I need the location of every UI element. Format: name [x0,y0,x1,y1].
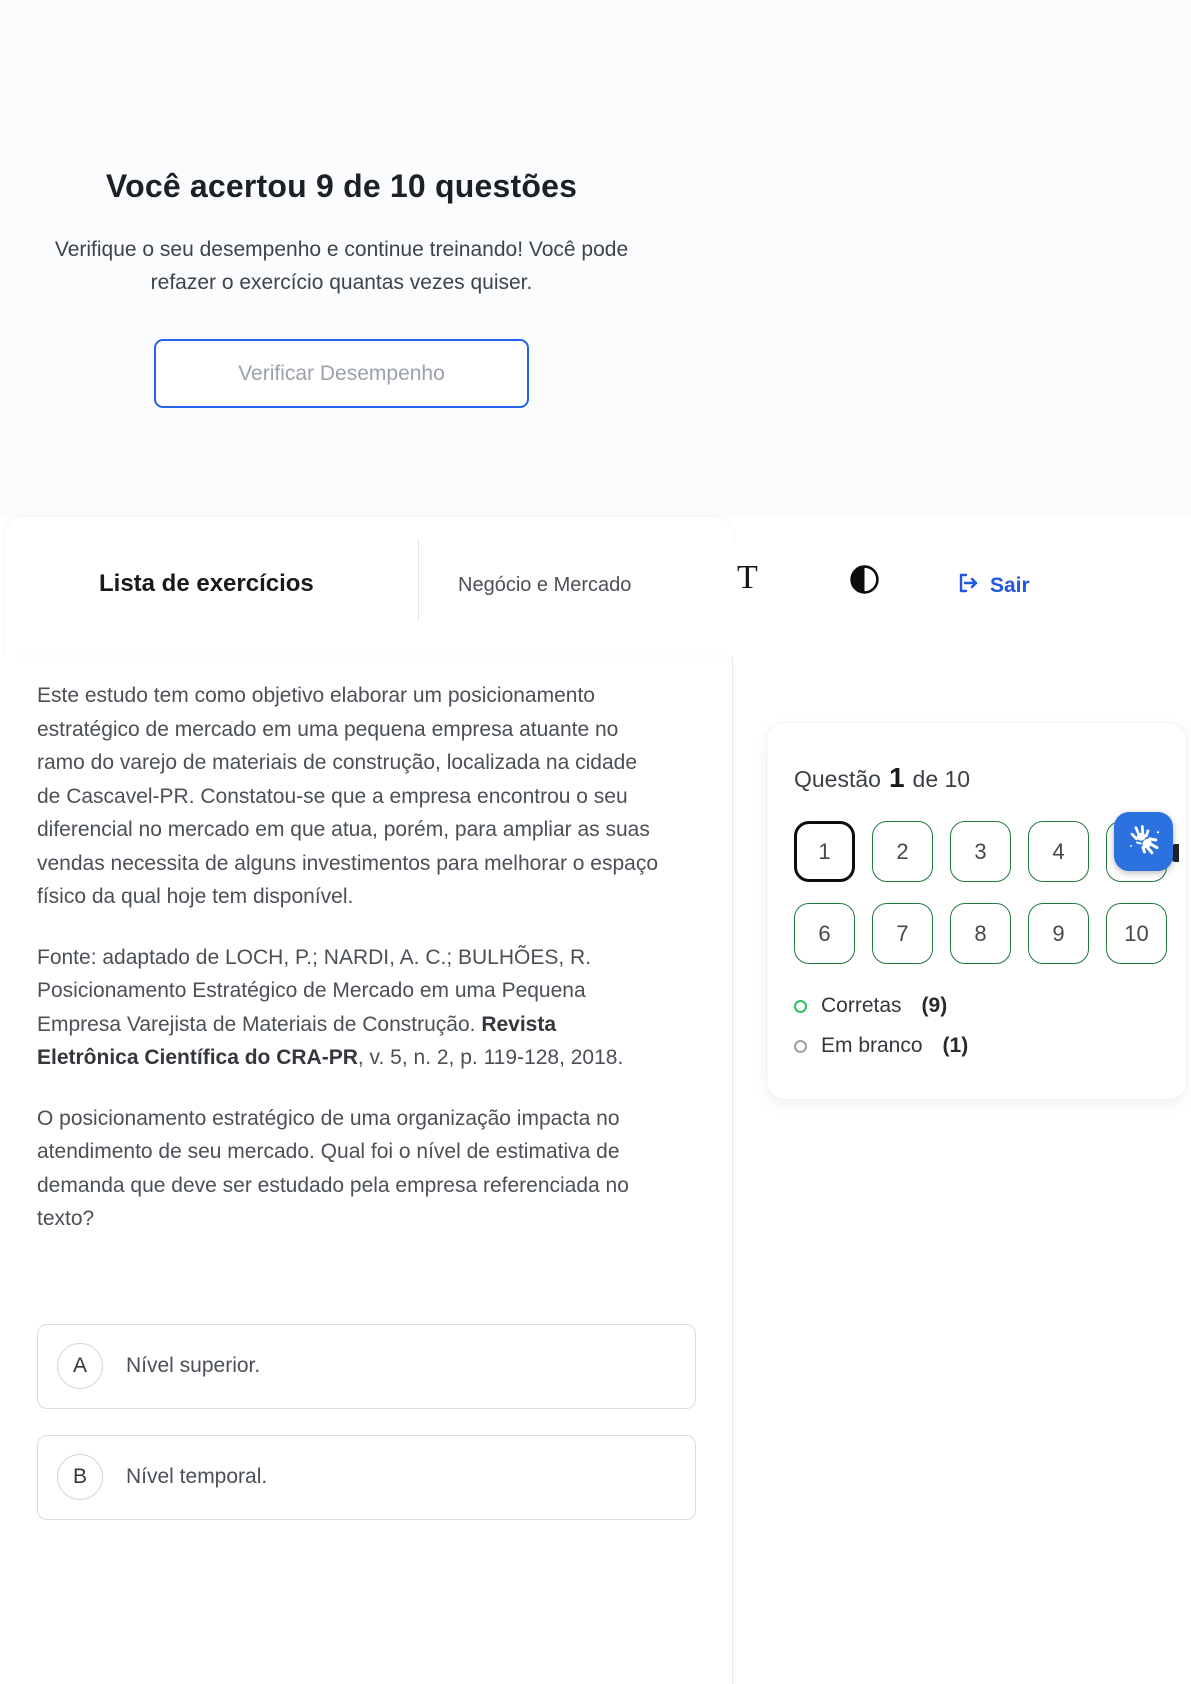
font-size-button[interactable] [737,559,758,597]
font-size-icon: T [737,559,758,596]
legend [794,994,1186,1058]
counter-current: 1 [888,762,905,793]
question-number-9[interactable]: 9 [1028,903,1089,964]
contrast-toggle-button[interactable] [849,564,880,598]
question-number-3[interactable]: 3 [950,821,1011,882]
question-number-4[interactable]: 4 [1028,821,1089,882]
contrast-icon [849,583,880,598]
question-counter [794,762,1186,794]
counter-suffix: de 10 [912,766,971,792]
widget-edge-handle [1172,844,1179,862]
legend-correct-label: Corretas [821,994,902,1017]
exit-button[interactable] [956,571,1030,601]
question-number-2[interactable]: 2 [872,821,933,882]
question-number-7[interactable]: 7 [872,903,933,964]
tab-negocio-e-mercado[interactable]: Negócio e Mercado [458,574,632,596]
sign-language-hands-icon [1124,819,1164,864]
option-b-letter-badge: B [57,1454,103,1500]
source-suffix: , v. 5, n. 2, p. 119-128, 2018. [357,1046,624,1069]
exit-icon [956,571,980,601]
source-journal: Revista Eletrônica Científica do CRA-PR [37,1012,557,1069]
results-title: Você acertou 9 de 10 questões [105,168,578,204]
progress-card [766,722,1187,1100]
option-a-text: Nível superior. [126,1354,261,1377]
option-a-letter-badge: A [57,1343,103,1389]
question-number-6[interactable]: 6 [794,903,855,964]
toolbar-divider [418,539,419,621]
question-prompt: O posicionamento estratégico de uma organização impacta no atendimento de seu mercado. Qual foi o nível de estimativa de demanda que deve ser estudado pela empresa referenciada no texto? [37,1106,629,1230]
source-text: Fonte: adaptado de LOCH, P.; NARDI, A. C.; BULHÕES, R. Posicionamento Estratégico de Mercado em uma Pequena Empresa Varejista de Materiais de Construção. [37,945,592,1036]
exit-label: Sair [990,574,1030,597]
legend-blank-label: Em branco [821,1034,923,1057]
vlibras-accessibility-button[interactable] [1114,812,1173,871]
legend-blank-count: (1) [942,1034,969,1057]
question-number-8[interactable]: 8 [950,903,1011,964]
progress-column [733,657,1191,1684]
legend-blank-row [794,1034,1186,1058]
tab-lista-de-exercicios[interactable]: Lista de exercícios [99,570,314,597]
question-paragraph: Este estudo tem como objetivo elaborar um posicionamento estratégico de mercado em uma pequena empresa atuante no ramo do varejo de materiais de construção, localizada na cidade de Cascavel-PR. Constatou-se que a empresa encontrou o seu diferencial no mercado em que atua, porém, para ampliar as suas vendas necessita de alguns investimentos para melhorar o espaço físico da qual hoje tem disponível. [37,684,659,908]
toolbar [0,517,1191,657]
question-source [37,941,661,1075]
counter-prefix: Questão [794,766,881,792]
results-section [0,0,1191,517]
option-a[interactable] [37,1324,696,1409]
results-subtitle: Verifique o seu desempenho e continue treinando! Você pode refazer o exercício quantas vezes quiser. [54,238,629,294]
verify-performance-button[interactable]: Verificar Desempenho [154,339,529,408]
legend-correct-dot [794,1000,807,1013]
question-panel [0,657,733,1684]
question-number-10[interactable]: 10 [1106,903,1167,964]
legend-correct-count: (9) [921,994,948,1017]
legend-correct-row [794,994,1186,1018]
option-b-text: Nível temporal. [126,1465,268,1488]
results-inner [0,0,683,408]
legend-blank-dot [794,1040,807,1053]
option-b[interactable] [37,1435,696,1520]
main-content [0,657,1191,1684]
question-number-1[interactable]: 1 [794,821,855,882]
